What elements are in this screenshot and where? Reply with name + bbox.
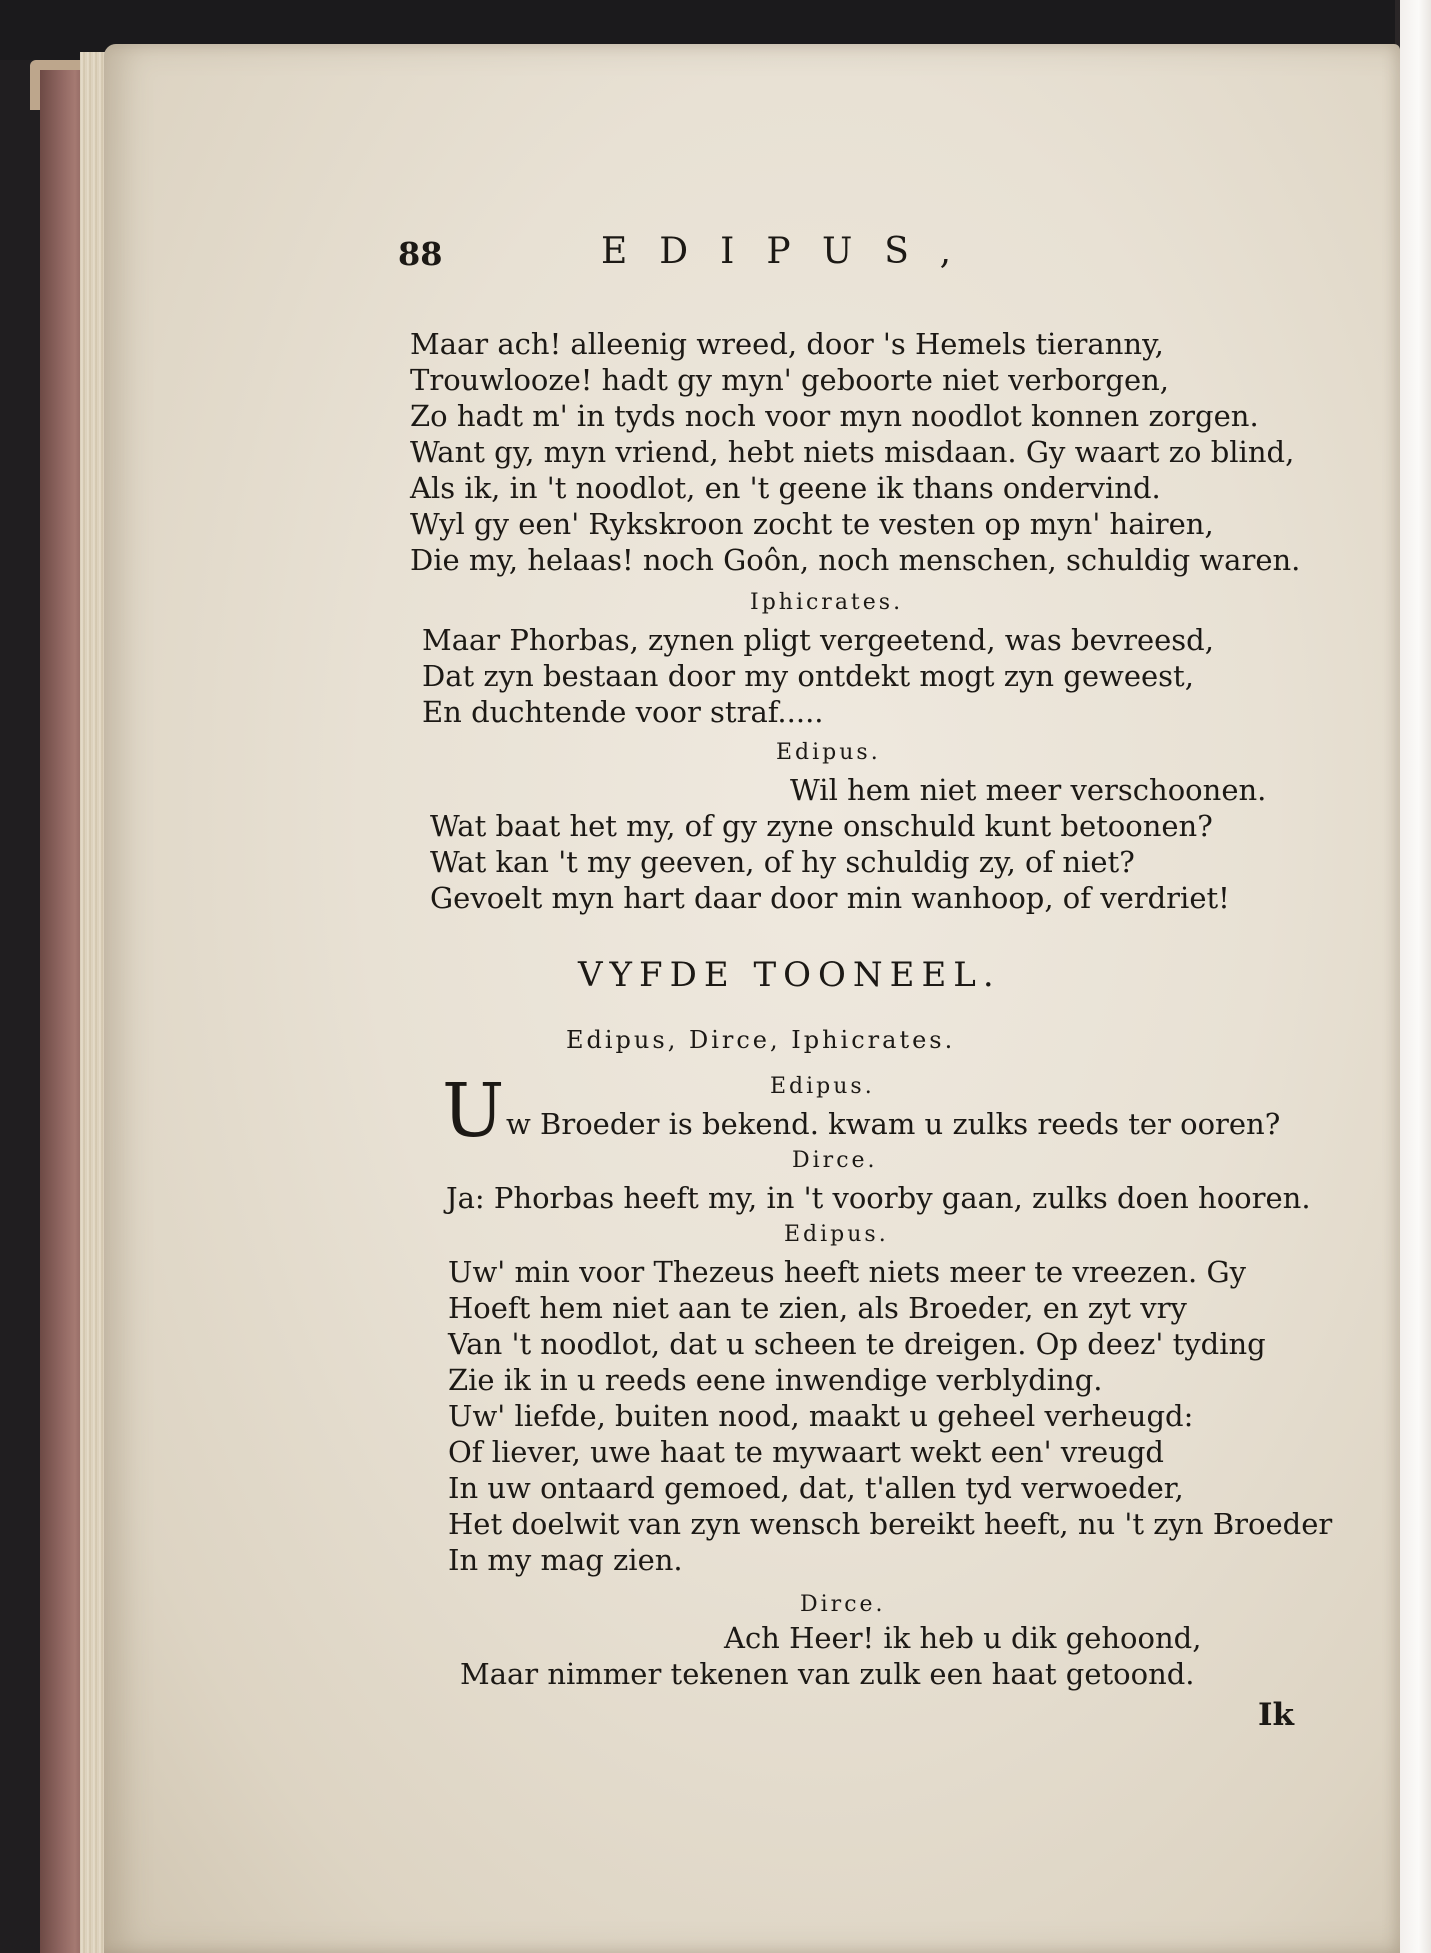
scene-heading: VYFDE TOONEEL. [578, 955, 1001, 995]
verse-line: Wil hem niet meer verschoonen. [790, 773, 1267, 807]
verse-line: Uw' liefde, buiten nood, maakt u geheel verheugd: [448, 1399, 1194, 1433]
verse-line: Wat baat het my, of gy zyne onschuld kunt betoonen? [430, 809, 1213, 843]
speaker-name: Edipus. [776, 740, 881, 765]
verse-line: Uw' min voor Thezeus heeft niets meer te vreezen. Gy [448, 1255, 1246, 1289]
facing-page-edge [1400, 0, 1431, 1953]
verse-line: Maar ach! alleenig wreed, door 's Hemels tieranny, [410, 327, 1164, 361]
verse-line: Van 't noodlot, dat u scheen te dreigen. Op deez' tyding [448, 1327, 1266, 1361]
verse-line: Zie ik in u reeds eene inwendige verblyding. [448, 1363, 1103, 1397]
speaker-name: Iphicrates. [750, 590, 904, 615]
verse-line: Zo hadt m' in tyds noch voor myn noodlot konnen zorgen. [410, 399, 1259, 433]
verse-line: Ach Heer! ik heb u dik gehoond, [724, 1621, 1202, 1655]
catchword: Ik [1258, 1697, 1294, 1733]
verse-line: Want gy, myn vriend, hebt niets misdaan. Gy waart zo blind, [410, 435, 1295, 469]
running-title: EDIPUS, [601, 231, 984, 272]
book-page [104, 44, 1400, 1953]
speaker-name: Dirce. [792, 1148, 878, 1173]
drop-cap: U [442, 1068, 505, 1154]
verse-line: Wyl gy een' Rykskroon zocht te vesten op myn' hairen, [410, 507, 1214, 541]
cast-list: Edipus, Dirce, Iphicrates. [566, 1026, 956, 1054]
verse-line: Of liever, uwe haat te mywaart wekt een' vreugd [448, 1435, 1164, 1469]
verse-line: En duchtende voor straf..... [422, 695, 824, 729]
speaker-name: Edipus. [784, 1222, 889, 1247]
verse-line: w Broeder is bekend. kwam u zulks reeds ter ooren? [506, 1107, 1281, 1141]
verse-line: Als ik, in 't noodlot, en 't geene ik thans ondervind. [410, 471, 1161, 505]
speaker-name: Dirce. [800, 1592, 886, 1617]
speaker-name: Edipus. [770, 1074, 875, 1099]
verse-line: Wat kan 't my geeven, of hy schuldig zy, of niet? [430, 845, 1135, 879]
verse-line: In uw ontaard gemoed, dat, t'allen tyd verwoeder, [448, 1471, 1184, 1505]
verse-line: Trouwlooze! hadt gy myn' geboorte niet verborgen, [410, 363, 1169, 397]
verse-line: Die my, helaas! noch Goôn, noch menschen, schuldig waren. [410, 543, 1301, 577]
verse-line: Maar Phorbas, zynen pligt vergeetend, was bevreesd, [422, 623, 1214, 657]
verse-line: Dat zyn bestaan door my ontdekt mogt zyn geweest, [422, 659, 1194, 693]
verse-line: Gevoelt myn hart daar door min wanhoop, of verdriet! [430, 881, 1230, 915]
verse-line: Ja: Phorbas heeft my, in 't voorby gaan, zulks doen hooren. [446, 1181, 1311, 1215]
verse-line: Het doelwit van zyn wensch bereikt heeft, nu 't zyn Broeder [448, 1507, 1333, 1541]
verse-line: In my mag zien. [448, 1543, 683, 1577]
verse-line: Maar nimmer tekenen van zulk een haat getoond. [460, 1657, 1195, 1691]
page-number: 88 [398, 235, 443, 273]
verse-line: Hoeft hem niet aan te zien, als Broeder, en zyt vry [448, 1291, 1187, 1325]
